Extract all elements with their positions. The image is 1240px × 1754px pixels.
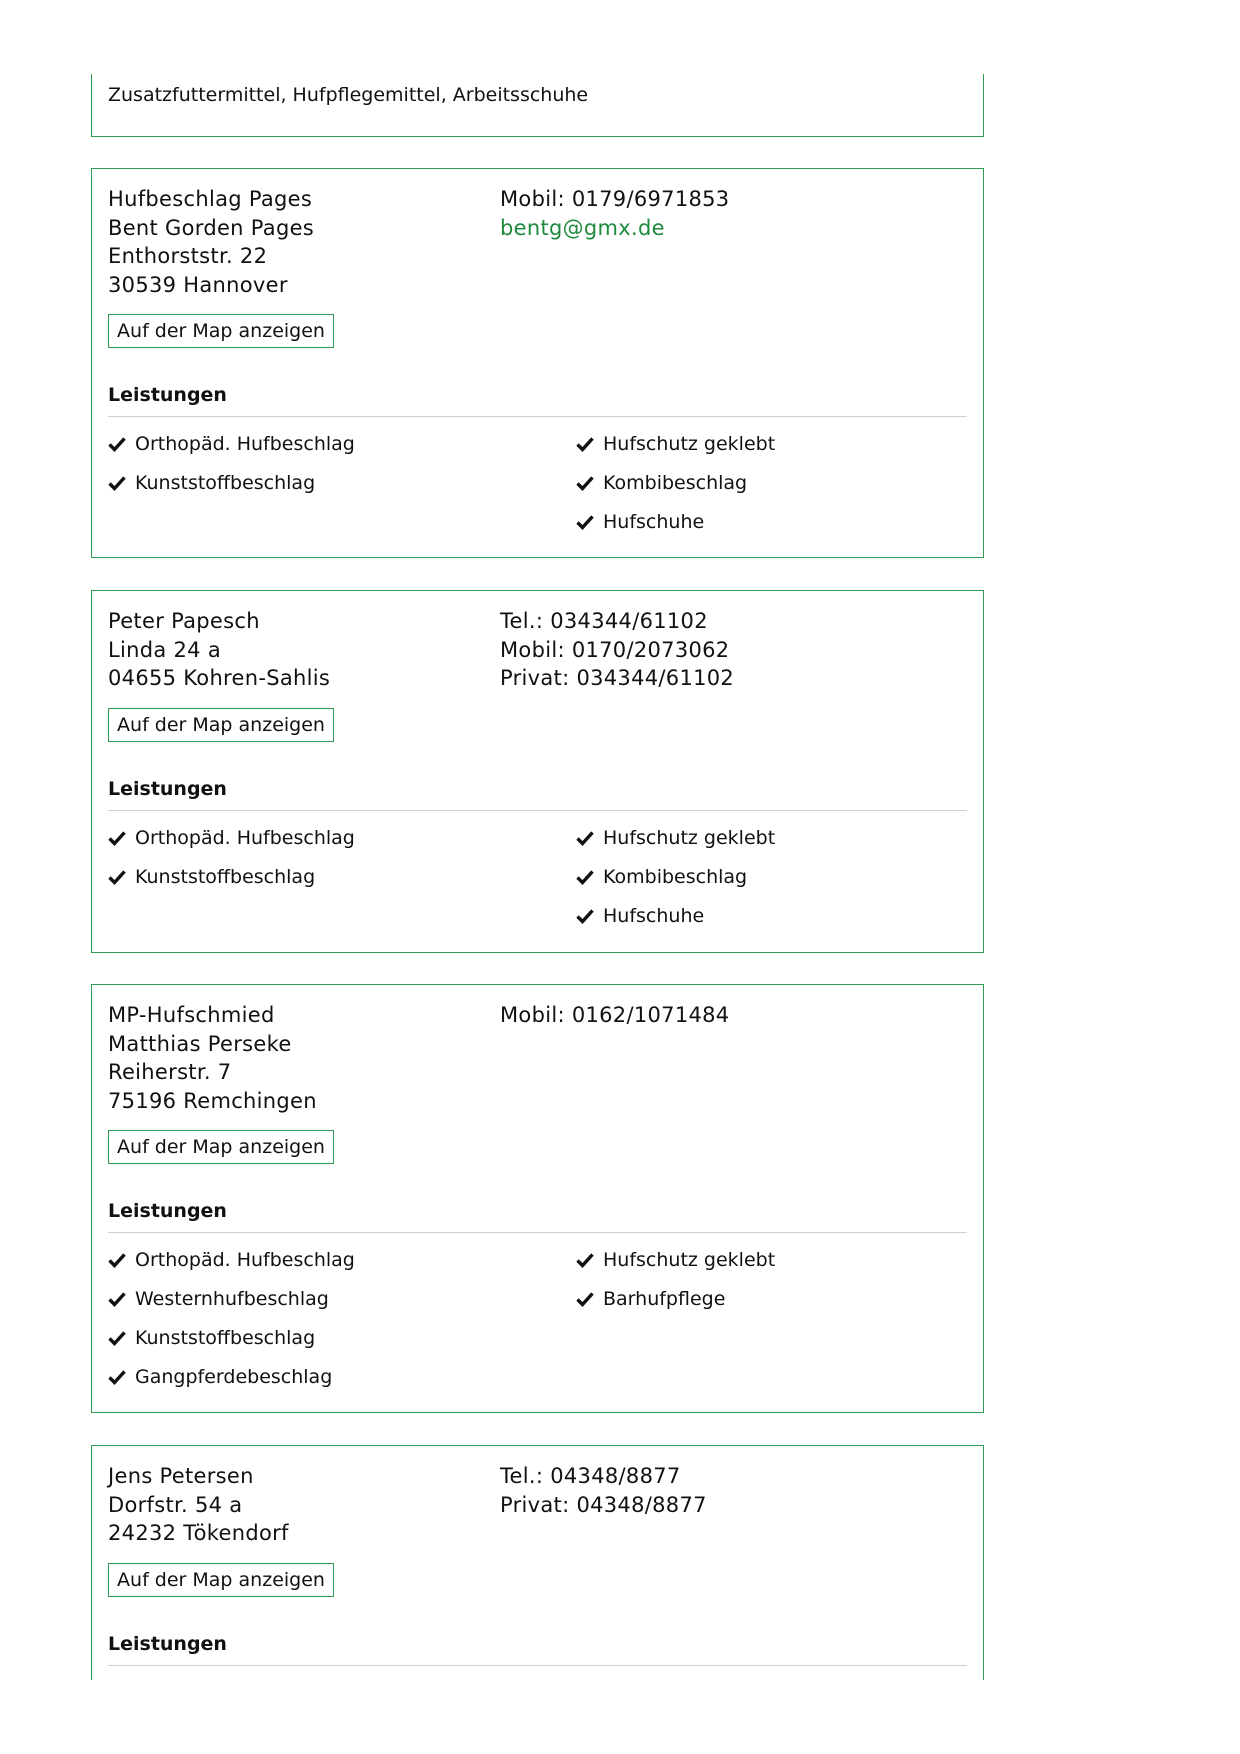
service-item: Westernhufbeschlag	[108, 1287, 329, 1311]
postal-city: 04655 Kohren-Sahlis	[108, 666, 331, 690]
postal-city: 75196 Remchingen	[108, 1088, 317, 1113]
provider-address	[108, 1462, 289, 1548]
provider-name: Hufbeschlag Pages	[108, 187, 313, 211]
services-divider	[108, 416, 967, 417]
check-icon	[108, 1252, 126, 1268]
service-item: Hufschutz geklebt	[576, 826, 775, 850]
service-item: Kunststoffbeschlag	[108, 1326, 315, 1350]
street: Dorfstr. 54 a	[108, 1492, 243, 1517]
check-icon	[576, 830, 594, 846]
check-icon	[108, 830, 126, 846]
phone-number: Tel.: 04348/8877	[500, 1464, 681, 1488]
private-number: Privat: 034344/61102	[500, 666, 735, 690]
services-divider	[108, 1665, 967, 1666]
check-icon	[576, 908, 594, 924]
provider-address	[108, 1001, 317, 1115]
service-item: Kombibeschlag	[576, 865, 747, 889]
show-on-map-button[interactable]: Auf der Map anzeigen	[108, 1130, 334, 1164]
check-icon	[576, 869, 594, 885]
service-item: Hufschuhe	[576, 904, 704, 928]
provider-card	[91, 590, 984, 953]
phone-number: Tel.: 034344/61102	[500, 609, 708, 633]
service-item: Kunststoffbeschlag	[108, 865, 315, 889]
postal-city: 24232 Tökendorf	[108, 1521, 289, 1545]
check-icon	[576, 1252, 594, 1268]
provider-contact	[500, 1462, 707, 1519]
provider-contact	[500, 607, 734, 693]
mobile-number: Mobil: 0170/2073062	[500, 637, 730, 662]
check-icon	[576, 1291, 594, 1307]
mobile-number: Mobil: 0162/1071484	[500, 1003, 730, 1027]
provider-address	[108, 185, 314, 299]
service-item: Hufschuhe	[576, 510, 704, 534]
show-on-map-button[interactable]: Auf der Map anzeigen	[108, 314, 334, 348]
services-heading: Leistungen	[108, 384, 227, 406]
provider-name: Peter Papesch	[108, 609, 260, 633]
service-item: Barhufpflege	[576, 1287, 725, 1311]
show-on-map-button[interactable]: Auf der Map anzeigen	[108, 1563, 334, 1597]
service-item: Hufschutz geklebt	[576, 432, 775, 456]
check-icon	[576, 514, 594, 530]
check-icon	[108, 475, 126, 491]
postal-city: 30539 Hannover	[108, 272, 288, 297]
mobile-number: Mobil: 0179/6971853	[500, 187, 730, 211]
provider-address	[108, 607, 330, 693]
service-item: Gangpferdebeschlag	[108, 1365, 332, 1389]
service-item: Kombibeschlag	[576, 471, 747, 495]
provider-card	[91, 984, 984, 1413]
products-text: Zusatzfuttermittel, Hufpflegemittel, Arbeitsschuhe	[108, 84, 589, 106]
contact-person: Bent Gorden Pages	[108, 215, 315, 240]
provider-card	[91, 168, 984, 558]
provider-name: MP-Hufschmied	[108, 1003, 275, 1027]
provider-name: Jens Petersen	[108, 1464, 254, 1488]
service-item: Orthopäd. Hufbeschlag	[108, 1248, 355, 1272]
service-item: Kunststoffbeschlag	[108, 471, 315, 495]
check-icon	[108, 869, 126, 885]
check-icon	[108, 1330, 126, 1346]
service-item: Orthopäd. Hufbeschlag	[108, 432, 355, 456]
check-icon	[576, 475, 594, 491]
provider-contact	[500, 1001, 729, 1030]
contact-person: Matthias Perseke	[108, 1031, 292, 1056]
private-number: Privat: 04348/8877	[500, 1492, 707, 1517]
provider-card	[91, 1445, 984, 1680]
street: Reiherstr. 7	[108, 1060, 232, 1084]
services-heading: Leistungen	[108, 778, 227, 800]
provider-contact	[500, 185, 729, 242]
provider-card-partial	[91, 74, 984, 137]
check-icon	[108, 436, 126, 452]
show-on-map-button[interactable]: Auf der Map anzeigen	[108, 708, 334, 742]
check-icon	[108, 1369, 126, 1385]
services-heading: Leistungen	[108, 1200, 227, 1222]
check-icon	[576, 436, 594, 452]
services-divider	[108, 1232, 967, 1233]
email-link[interactable]: bentg@gmx.de	[500, 215, 665, 240]
service-item: Orthopäd. Hufbeschlag	[108, 826, 355, 850]
check-icon	[108, 1291, 126, 1307]
street: Enthorststr. 22	[108, 244, 268, 268]
services-heading: Leistungen	[108, 1633, 227, 1655]
services-divider	[108, 810, 967, 811]
service-item: Hufschutz geklebt	[576, 1248, 775, 1272]
street: Linda 24 a	[108, 637, 221, 662]
